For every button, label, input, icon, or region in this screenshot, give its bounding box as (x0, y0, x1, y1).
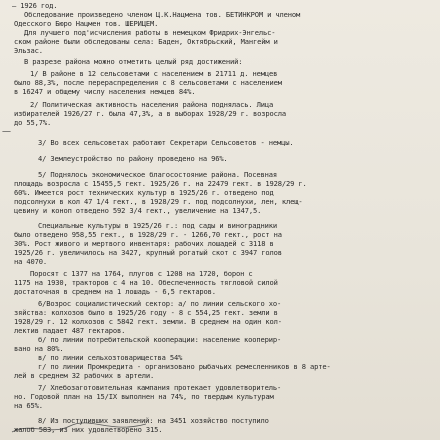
text-line: 6/Возрос социалистический сектор: а/ по линии сельского хо- (38, 299, 282, 308)
margin-mark: — (2, 127, 11, 137)
text-line: зяйства: колхозов было в 1925/26 году - 8 с 554,25 гект. земли в (14, 308, 278, 317)
text-line: но. Годовой план на 15/IX выполнен на 74%, по твердым культурам (14, 392, 274, 401)
text-line: лей в среднем 32 рабочих в артели. (14, 371, 155, 380)
text-line: — 1926 год. (12, 1, 58, 10)
text-line: б/ по линии потребительской кооперации: население кооперир- (38, 335, 282, 344)
text-line: В разрезе района можно отметить целый ряд достижений: (24, 57, 243, 66)
text-line: достаточная в среднем на 1 лошадь - 6,5 гектаров. (14, 287, 216, 296)
text-line: 1/ В районе в 12 сельсоветами с населением в 21711 д. немцев (30, 69, 278, 78)
text-line: 7/ Хлебозаготовительная кампания протекает удовлетворитель- (38, 383, 282, 392)
text-line: 5/ Поднялось экономическое благосостояние района. Посевная (38, 170, 278, 179)
text-line: вано на 80%. (14, 344, 64, 353)
text-line: на 65%. (14, 401, 43, 410)
text-line: площадь возросла с 15455,5 гект. 1925/26 г. на 22479 гект. в 1928/29 г. (14, 179, 307, 188)
text-line: жалоб 583, из них удовлетворено 315. (14, 425, 163, 434)
text-line: Специальные культуры в 1925/26 г.: под сады и виноградники (38, 221, 278, 230)
text-line: 1925/26 г. увеличилось на 3427, крупный рогатый скот с 3947 голов (14, 248, 282, 257)
text-line: Для лучшего под'исчисления работы в немецком Фридрих-Энгельс- (24, 28, 276, 37)
text-line: Одесского Бюро Нацмен тов. ШЕРИЦЕМ. (14, 19, 159, 28)
text-line: Поросят с 1377 на 1764, плугов с 1208 на 1720, борон с (30, 269, 253, 278)
text-line: ском районе были обследованы села: Баден, Октябрьский, Мангейм и (14, 37, 278, 46)
text-line: Обследование произведено членом Ц.К.Нацмена тов. БЕТИНКРОМ и членом (24, 10, 301, 19)
text-line: 1175 на 1930, тракторов с 4 на 10. Обеспеченность тягловой силой (14, 278, 278, 287)
text-line: было 88,3%, после перераспределения с 8 сельсоветами с населением (14, 78, 282, 87)
text-line: 30%. Рост живого и мертвого инвентаря: рабочих лошадей с 3118 в (14, 239, 274, 248)
text-line: лектив падает 487 гектаров. (14, 326, 126, 335)
text-line: Эльзас. (14, 46, 43, 55)
text-line: 4/ Землеустройство по району проведено на 96%. (38, 154, 228, 163)
text-line: в 16247 и общему числу населения немцев 84%. (14, 87, 196, 96)
text-line: 60%. Имеется рост технических культур в 1925/26 г. отведено под (14, 188, 274, 197)
text-line: на 4070. (14, 257, 47, 266)
text-line: 2/ Политическая активность населения района поднялась. Лица (30, 100, 274, 109)
text-line: цевину и коноп отведено 592 3/4 гект., увеличение на 1347,5. (14, 206, 262, 215)
text-line: 3/ Во всех сельсоветах работают Секретари Сельсоветов - немцы. (38, 138, 294, 147)
text-line: в/ по линии сельхозтоварищества 54% (38, 353, 183, 362)
text-line: г/ по линии Промкредита - организовано рыбачьих ремесленников в 8 арте- (38, 362, 331, 371)
text-line: 8/ Из поступивших заявлений: на 3451 хозяйство поступило (38, 416, 269, 425)
text-line: 1928/29 г. 12 колхозов с 5842 гект. земли. В среднем на один кол- (14, 317, 282, 326)
text-line: избирателей 1926/27 г. была 47,3%, а в выборах 1928/29 г. возросла (14, 109, 286, 118)
text-line: подсолнухи в кол 47 1/4 гект., в 1928/29 г. под подсолнухи, лен, клещ- (14, 197, 303, 206)
text-line: было отведено 958,55 гект., в 1928/29 г. - 1266,70 гект., рост на (14, 230, 282, 239)
text-line: до 55,7%. (14, 118, 52, 127)
